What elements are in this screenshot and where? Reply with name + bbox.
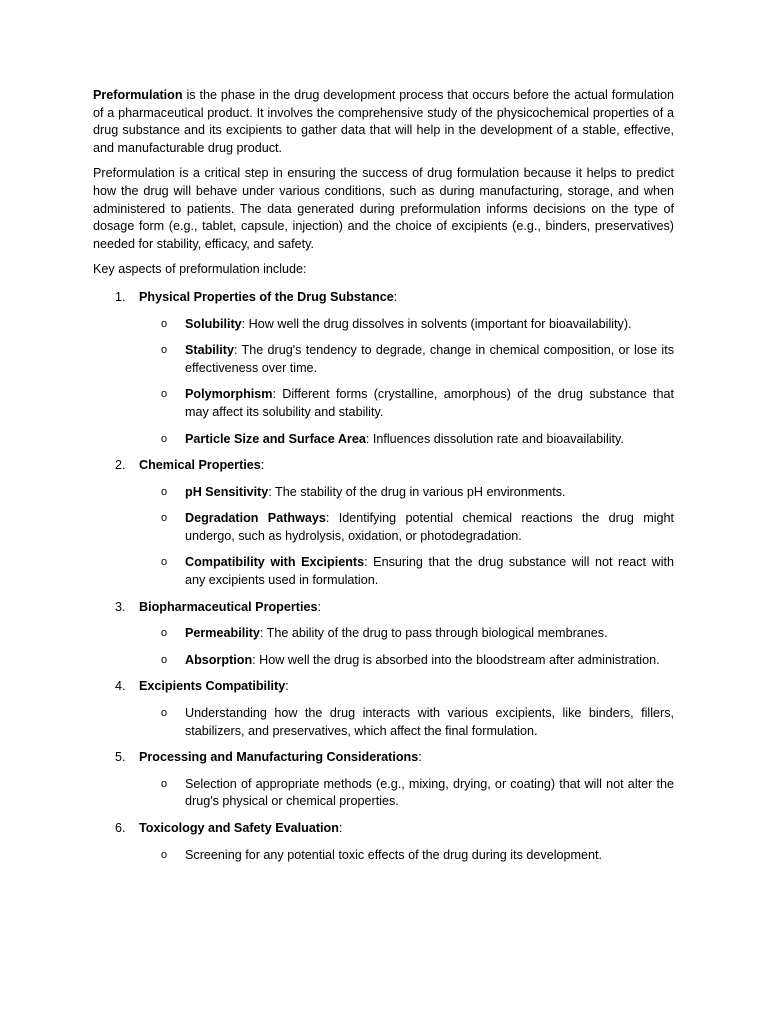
point-term: Solubility xyxy=(185,316,242,331)
circle-bullet-icon: o xyxy=(161,627,168,640)
point-term: Particle Size and Surface Area xyxy=(185,431,366,446)
point-text: : The ability of the drug to pass through biological membranes. xyxy=(259,626,608,641)
point-text: : Different forms (crystalline, amorphous) of the drug substance that may affect its solubility and stability. xyxy=(185,387,674,419)
section-points xyxy=(139,484,674,590)
list-item xyxy=(139,510,674,545)
section-title: Toxicology and Safety Evaluation xyxy=(139,821,339,835)
list-item xyxy=(139,625,674,643)
circle-bullet-icon: o xyxy=(161,653,168,666)
intro-paragraph-1 xyxy=(93,87,674,157)
section-number: 3. xyxy=(115,599,126,614)
circle-bullet-icon: o xyxy=(161,777,168,790)
section-title-colon: : xyxy=(393,289,398,304)
section-title-colon: : xyxy=(338,821,343,835)
section-title-colon: : xyxy=(260,458,265,473)
section-points xyxy=(139,776,674,811)
point-text: : Identifying potential chemical reactions the drug might undergo, such as hydrolysis, oxidation, or photodegradation. xyxy=(185,511,674,543)
list-item xyxy=(139,652,674,670)
circle-bullet-icon: o xyxy=(161,512,168,525)
section-number: 2. xyxy=(115,458,126,473)
point-term: Stability xyxy=(185,343,234,358)
list-item xyxy=(139,316,674,334)
point-text: : How well the drug dissolves in solvents (important for bioavailability). xyxy=(241,316,632,331)
circle-bullet-icon: o xyxy=(161,432,168,445)
list-item xyxy=(139,386,674,421)
aspect-section xyxy=(93,820,674,864)
intro-paragraph-1-text: is the phase in the drug development process that occurs before the actual formulation of a pharmaceutical product. It involves the comprehensive study of the physicochemical properties of a drug substance and its excipients to gather data that will help in the development of a stable, effective, and manufacturable drug product. xyxy=(93,88,674,155)
point-term: pH Sensitivity xyxy=(185,484,269,499)
list-item xyxy=(139,705,674,740)
section-heading xyxy=(139,749,674,767)
section-heading xyxy=(139,678,674,696)
point-text: : The stability of the drug in various pH environments. xyxy=(268,484,566,499)
point-text: Selection of appropriate methods (e.g., mixing, drying, or coating) that will not alter the drug's physical or chemical properties. xyxy=(185,776,674,809)
section-points xyxy=(139,625,674,669)
circle-bullet-icon: o xyxy=(161,556,168,569)
point-term: Absorption xyxy=(185,652,253,667)
circle-bullet-icon: o xyxy=(161,485,168,498)
section-points xyxy=(139,847,674,865)
circle-bullet-icon: o xyxy=(161,848,168,861)
circle-bullet-icon: o xyxy=(161,344,168,357)
point-text: : How well the drug is absorbed into the bloodstream after administration. xyxy=(252,652,660,667)
aspect-section xyxy=(93,749,674,811)
list-item xyxy=(139,554,674,589)
list-item xyxy=(139,431,674,449)
point-text: Screening for any potential toxic effects of the drug during its development. xyxy=(185,847,603,862)
aspect-section xyxy=(93,678,674,740)
section-heading xyxy=(139,599,674,617)
intro-paragraph-2: Preformulation is a critical step in ensuring the success of drug formulation because it helps to predict how the drug will behave under various conditions, such as during manufacturing, storage, and when administered to patients. The data generated during preformulation informs decisions on the type of dosage form (e.g., tablet, capsule, injection) and the choice of excipients (e.g., binders, preservatives) needed for stability, efficacy, and safety. xyxy=(93,166,674,251)
circle-bullet-icon: o xyxy=(161,317,168,330)
section-title-colon: : xyxy=(317,599,321,614)
section-points xyxy=(139,316,674,449)
circle-bullet-icon: o xyxy=(161,388,168,401)
point-term: Degradation Pathways xyxy=(185,511,326,526)
section-heading xyxy=(139,289,674,307)
section-number: 5. xyxy=(115,750,126,765)
list-item xyxy=(139,776,674,811)
list-item xyxy=(139,484,674,502)
intro-term: Preformulation xyxy=(93,88,183,102)
circle-bullet-icon: o xyxy=(161,707,168,720)
aspect-section xyxy=(93,599,674,670)
section-title: Physical Properties of the Drug Substance xyxy=(139,289,394,304)
section-points xyxy=(139,705,674,740)
key-aspects-lead: Key aspects of preformulation include: xyxy=(93,262,307,277)
section-number: 4. xyxy=(115,679,126,694)
section-heading xyxy=(139,457,674,475)
list-item xyxy=(139,847,674,865)
section-title: Chemical Properties xyxy=(139,458,261,473)
point-text: : Influences dissolution rate and bioavailability. xyxy=(365,431,624,446)
point-term: Compatibility with Excipients xyxy=(185,555,365,570)
aspect-section xyxy=(93,457,674,590)
aspect-section xyxy=(93,289,674,448)
point-text: Understanding how the drug interacts with various excipients, like binders, fillers, stabilizers, and preservatives, which affect the final formulation. xyxy=(185,706,674,738)
aspects-list xyxy=(93,289,674,864)
point-term: Polymorphism xyxy=(185,387,273,402)
section-number: 6. xyxy=(115,821,126,835)
list-item xyxy=(139,342,674,377)
section-title: Excipients Compatibility xyxy=(139,679,286,694)
section-title: Processing and Manufacturing Considerations xyxy=(139,750,419,765)
section-title-colon: : xyxy=(418,750,422,765)
section-title-colon: : xyxy=(285,679,289,694)
section-heading xyxy=(139,820,674,838)
point-term: Permeability xyxy=(185,626,260,641)
point-text: : The drug's tendency to degrade, change in chemical composition, or lose its effectiveness over time. xyxy=(185,343,674,375)
point-text: : Ensuring that the drug substance will not react with any excipients used in formulation. xyxy=(185,555,674,588)
section-title: Biopharmaceutical Properties xyxy=(139,599,318,614)
section-number: 1. xyxy=(115,289,126,304)
